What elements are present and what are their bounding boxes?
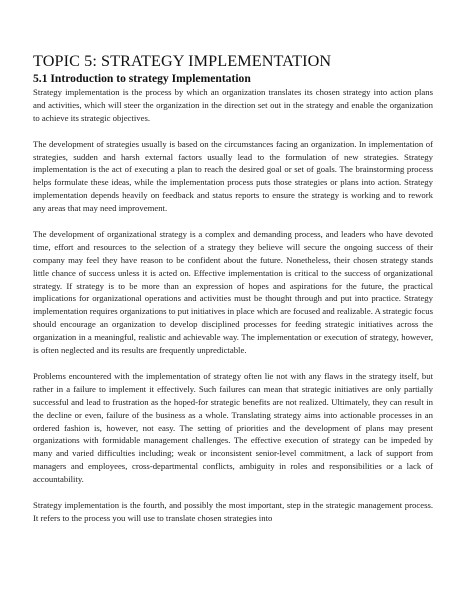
section-heading: 5.1 Introduction to strategy Implementation: [33, 72, 251, 85]
document-body: [33, 52, 433, 525]
paragraph-development: The development of strategies usually is based on the circumstances facing an organization. In implementation of strategies, sudden and harsh external factors usually lead to the formulation of new strategies. Strategy implementation is the act of executing a plan to reach the desired goal or set of goals. The brainstorming process helps formulate these ideas, while the implementation process puts those strategies or plans into action. Strategy implementation depends heavily on feedback and status reports to ensure the strategy is working and to rework any areas that may need improvement.: [33, 138, 433, 214]
document-title: TOPIC 5: STRATEGY IMPLEMENTATION: [33, 52, 332, 70]
paragraph-fourth-step: Strategy implementation is the fourth, and possibly the most important, step in the strategic management process. It refers to the process you will use to translate chosen strategies into: [33, 499, 433, 523]
paragraph-intro: Strategy implementation is the process by which an organization translates its chosen strategy into action plans and activities, which will steer the organization in the direction set out in the strategy and enable the organization to achieve its strategic objectives.: [33, 87, 433, 123]
paragraph-organizational-strategy: The development of organizational strategy is a complex and demanding process, and leaders who have devoted time, effort and resources to the selection of a strategy they believe will secure the ongoing success of their company may feel they have reason to be confident about the future. Nonetheless, their chosen strategy stands little chance of success unless it is acted on. Effective implementation is critical to the success of organizational strategy. If strategy is to be more than an expression of hopes and aspirations for the future, the practical implications for organizational operations and activities must be thought through and put into practice. Strategy implementation requires organizations to put initiatives in place which are focused and realizable. A strategic focus should encourage an organization to develop disciplined processes for feeding strategic initiatives across the organization in a meaningful, realistic and achievable way. The implementation or execution of strategy, however, is often neglected and its results are frequently unpredictable.: [33, 228, 433, 356]
paragraph-problems: Problems encountered with the implementation of strategy often lie not with any flaws in the strategy itself, but rather in a failure to implement it effectively. Such failures can mean that strategic initiatives are only partially successful and lead to frustration as the hoped-for strategic benefits are not realized. Ultimately, they can result in the decline or even, failure of the business as a whole. Translating strategy aims into actionable processes in an ordered fashion is, however, not easy. The setting of priorities and the development of plans may present organizations with formidable management challenges. The effective execution of strategy can be impeded by many and varied difficulties including; weak or inconsistent senior-level commitment, a lack of support from managers and employees, cross-departmental conflicts, ambiguity in roles and responsibilities or a lack of accountability.: [33, 370, 433, 485]
